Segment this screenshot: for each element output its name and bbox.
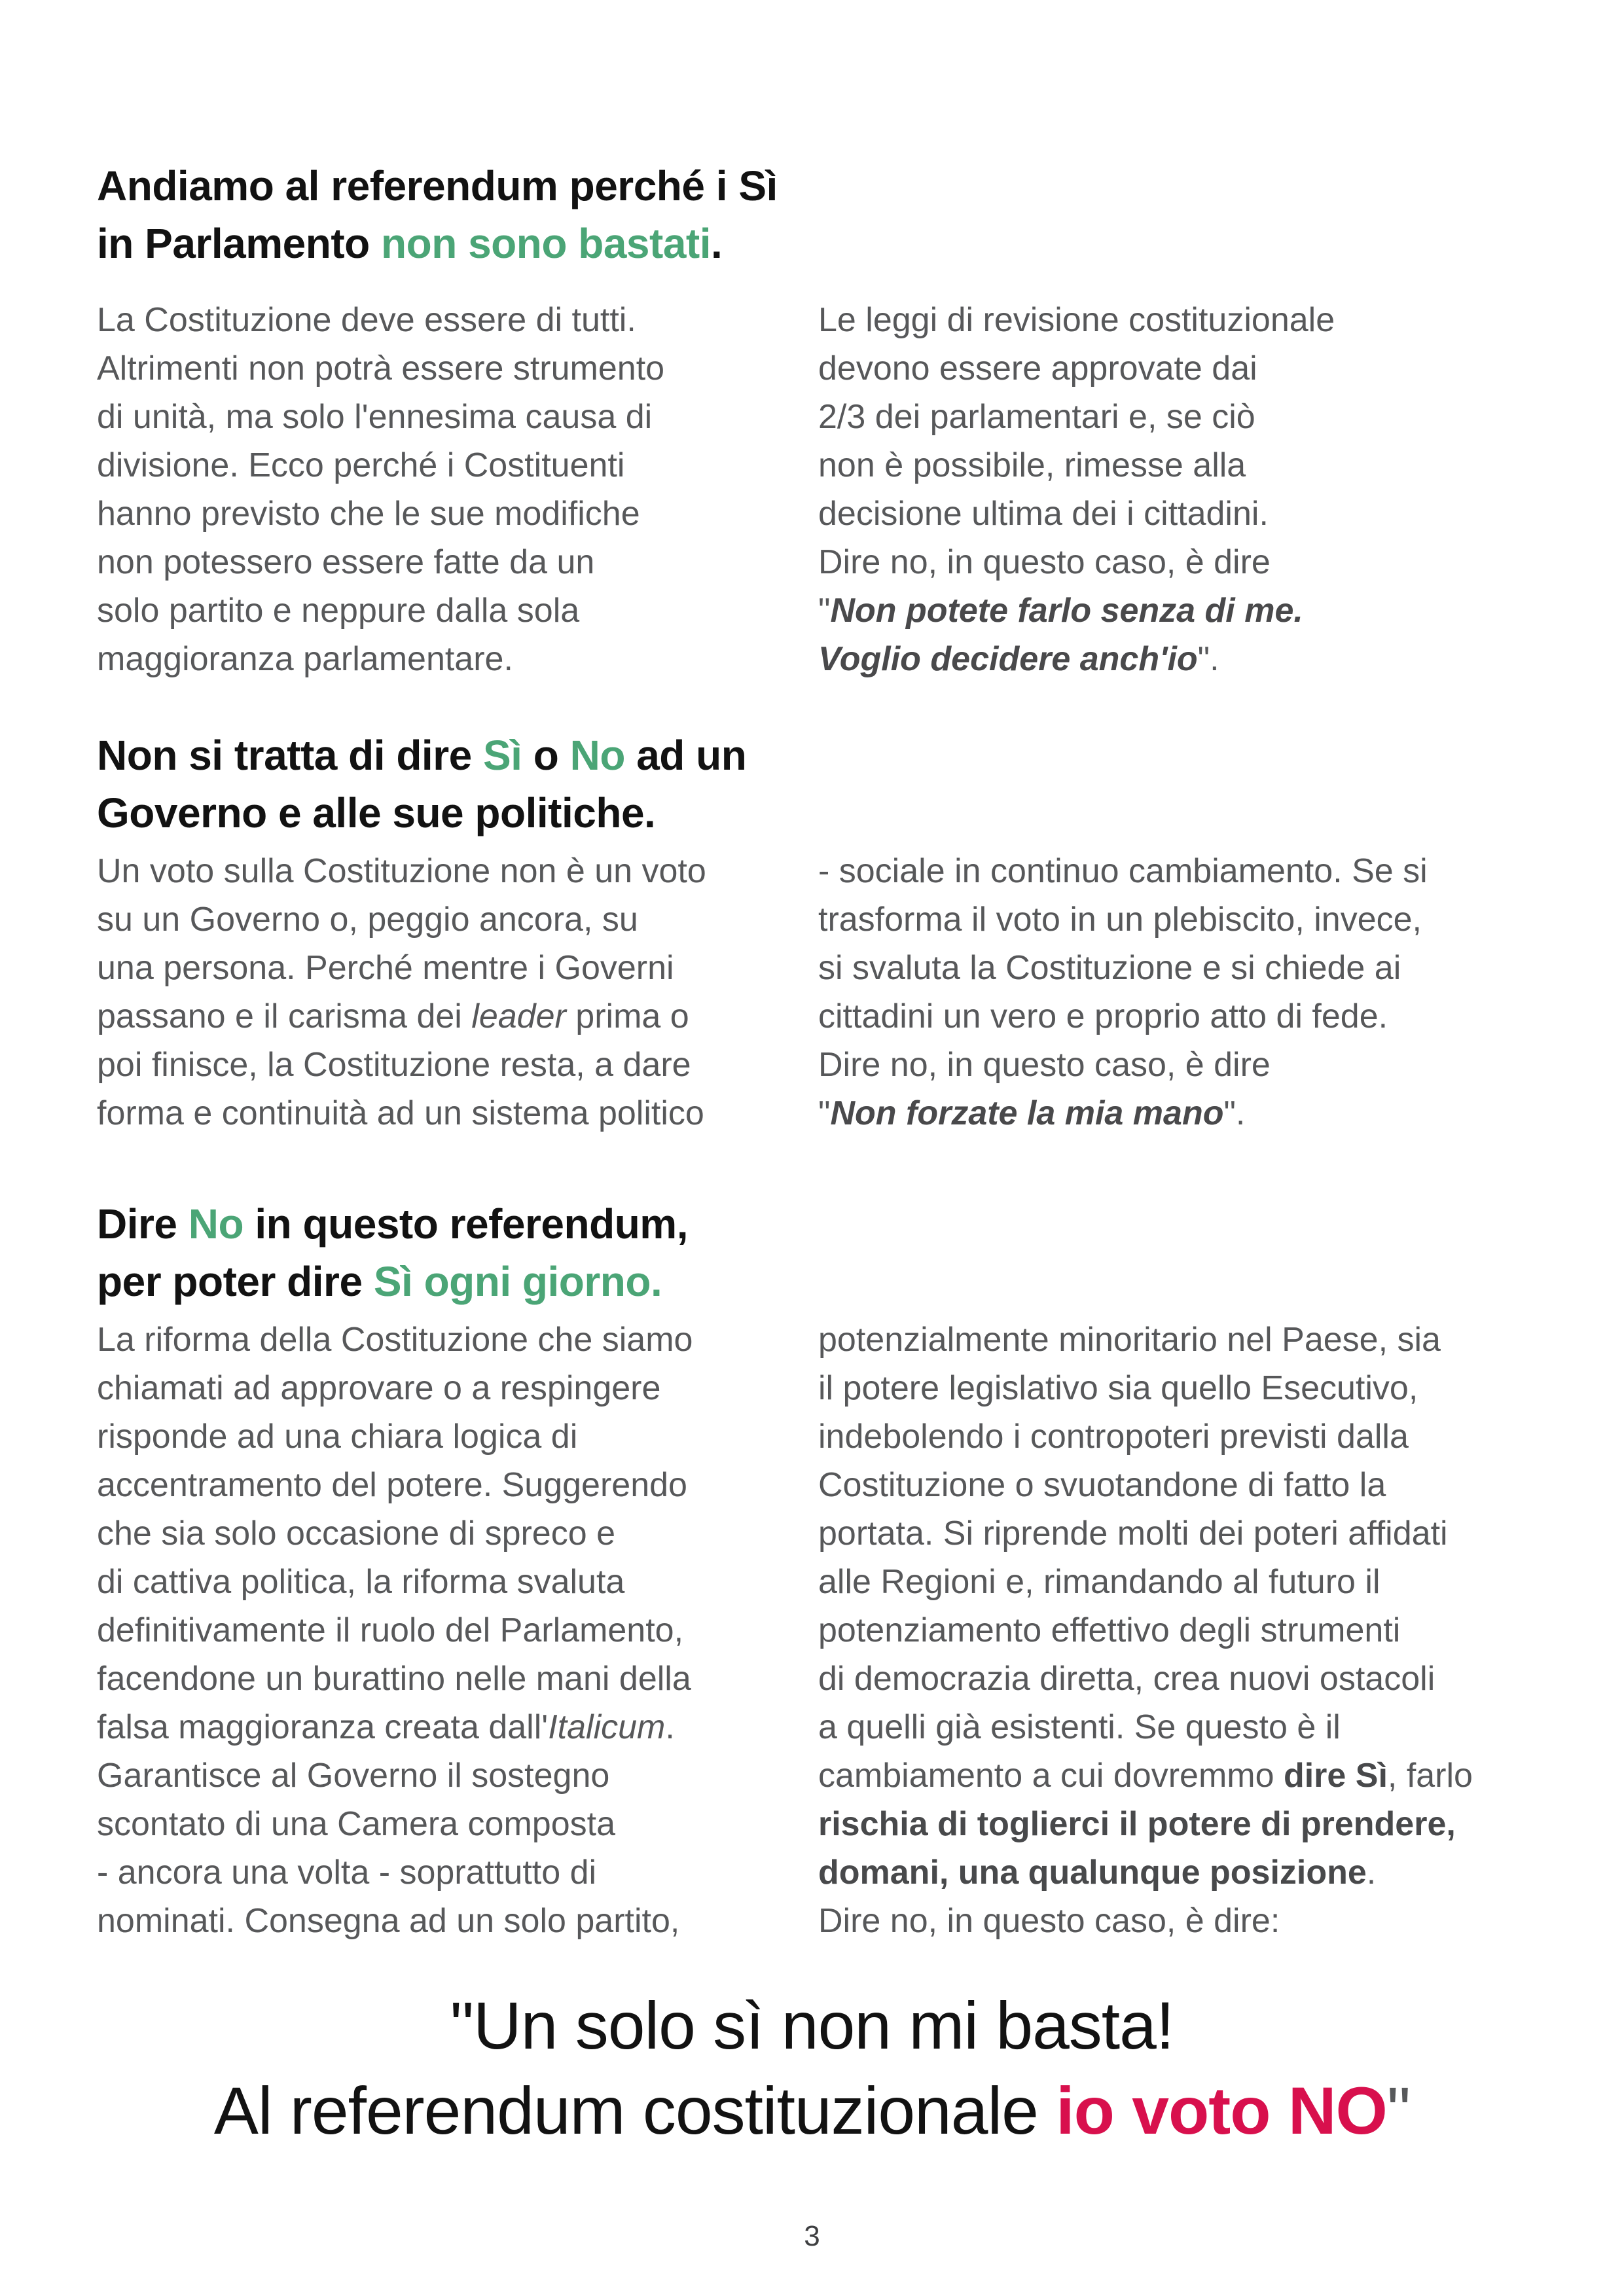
text-segment: Sì ogni giorno. <box>373 1258 662 1305</box>
text-line <box>97 1461 791 1509</box>
text-segment: facendone un burattino nelle mani della <box>97 1660 691 1698</box>
text-line <box>818 635 1591 683</box>
text-segment: leader <box>471 997 566 1035</box>
text-line <box>97 944 791 992</box>
text-segment: indebolendo i contropoteri previsti dalla <box>818 1418 1409 1456</box>
text-line <box>97 1800 791 1848</box>
text-line <box>818 393 1591 441</box>
text-segment: Non forzate la mia mano <box>830 1094 1224 1132</box>
text-line <box>818 1606 1591 1655</box>
text-line <box>818 1089 1591 1138</box>
text-segment: Sì <box>482 732 522 779</box>
text-line <box>97 344 791 393</box>
text-line <box>97 393 791 441</box>
text-line <box>97 1751 791 1800</box>
text-segment: falsa maggioranza creata dall' <box>97 1708 549 1746</box>
text-line <box>97 157 778 215</box>
text-segment: cambiamento a cui dovremmo <box>818 1757 1284 1795</box>
text-segment: poi finisce, la Costituzione resta, a dare <box>97 1046 691 1084</box>
text-segment: " <box>818 592 831 630</box>
text-segment: in Parlamento <box>97 220 381 267</box>
text-line <box>97 1606 791 1655</box>
text-segment: Non si tratta di dire <box>97 732 483 779</box>
text-segment: non è possibile, rimesse alla <box>818 446 1246 484</box>
text-segment: il potere legislativo sia quello Esecutivo, <box>818 1369 1418 1407</box>
section-1-right-column <box>818 296 1591 683</box>
text-segment: maggioranza parlamentare. <box>97 640 513 678</box>
text-segment: No <box>569 732 625 779</box>
text-segment: alle Regioni e, rimandando al futuro il <box>818 1563 1380 1601</box>
text-line <box>818 847 1591 895</box>
text-segment: " <box>818 1094 831 1132</box>
text-segment: potenzialmente minoritario nel Paese, sia <box>818 1321 1441 1359</box>
text-line <box>97 490 791 538</box>
text-segment: dire Sì <box>1283 1757 1388 1795</box>
text-line <box>818 895 1591 944</box>
text-segment: risponde ad una chiara logica di <box>97 1418 578 1456</box>
text-line <box>818 1461 1591 1509</box>
text-segment: - sociale in continuo cambiamento. Se si <box>818 852 1428 890</box>
text-segment: decisione ultima dei i cittadini. <box>818 495 1269 533</box>
text-line <box>97 296 791 344</box>
text-line <box>97 586 791 635</box>
text-line <box>0 2068 1624 2153</box>
text-line <box>97 1253 688 1310</box>
text-line <box>97 1089 791 1138</box>
text-line <box>818 1751 1591 1800</box>
text-line <box>97 726 746 784</box>
text-line <box>0 1983 1624 2068</box>
text-segment: hanno previsto che le sue modifiche <box>97 495 640 533</box>
text-line <box>97 895 791 944</box>
text-segment: Al referendum costituzionale <box>213 2073 1056 2148</box>
text-segment: su un Governo o, peggio ancora, su <box>97 901 638 939</box>
text-segment: non sono bastati <box>381 220 711 267</box>
text-line <box>97 1316 791 1364</box>
text-segment: Dire no, in questo caso, è dire <box>818 543 1271 581</box>
text-line <box>818 1509 1591 1558</box>
text-segment: - ancora una volta - soprattutto di <box>97 1854 597 1892</box>
text-segment: prima o <box>566 997 689 1035</box>
text-segment: a quelli già esistenti. Se questo è il <box>818 1708 1341 1746</box>
text-line <box>818 1316 1591 1364</box>
text-line <box>97 1897 791 1945</box>
text-segment: una persona. Perché mentre i Governi <box>97 949 674 987</box>
text-segment: Un voto sulla Costituzione non è un voto <box>97 852 706 890</box>
section-2-left-column <box>97 847 791 1138</box>
text-line <box>97 1509 791 1558</box>
text-segment: Governo e alle sue politiche. <box>97 789 656 836</box>
text-segment: per poter dire <box>97 1258 374 1305</box>
text-segment: No <box>188 1200 244 1247</box>
text-line <box>818 1558 1591 1606</box>
section-1-heading <box>97 157 778 272</box>
text-line <box>97 992 791 1041</box>
closing-quote <box>0 1983 1624 2153</box>
text-segment: Garantisce al Governo il sostegno <box>97 1757 610 1795</box>
text-segment: divisione. Ecco perché i Costituenti <box>97 446 625 484</box>
text-segment: scontato di una Camera composta <box>97 1805 615 1843</box>
text-segment: solo partito e neppure dalla sola <box>97 592 580 630</box>
text-segment: 2/3 dei parlamentari e, se ciò <box>818 398 1255 436</box>
text-segment: Costituzione o svuotandone di fatto la <box>818 1466 1386 1504</box>
text-segment: che sia solo occasione di spreco e <box>97 1515 616 1552</box>
text-line <box>97 441 791 490</box>
text-segment: domani, una qualunque posizione <box>818 1854 1367 1892</box>
text-line <box>818 586 1591 635</box>
text-segment: trasforma il voto in un plebiscito, invece, <box>818 901 1422 939</box>
section-2-heading <box>97 726 746 842</box>
text-segment: di democrazia diretta, crea nuovi ostacoli <box>818 1660 1435 1698</box>
text-segment: di unità, ma solo l'ennesima causa di <box>97 398 653 436</box>
text-segment: Italicum <box>548 1708 666 1746</box>
text-segment: cittadini un vero e proprio atto di fede. <box>818 997 1388 1035</box>
text-line <box>818 296 1591 344</box>
text-line <box>818 1655 1591 1703</box>
text-line <box>97 635 791 683</box>
text-line <box>818 1364 1591 1412</box>
text-line <box>97 1558 791 1606</box>
text-segment: rischia di toglierci il potere di prendere, <box>818 1805 1456 1843</box>
text-segment: La riforma della Costituzione che siamo <box>97 1321 693 1359</box>
text-line <box>97 784 746 842</box>
text-segment: Dire no, in questo caso, è dire: <box>818 1902 1280 1940</box>
text-line <box>97 1412 791 1461</box>
text-segment: , farlo <box>1387 1757 1473 1795</box>
section-3-heading <box>97 1195 688 1310</box>
text-segment: . <box>711 220 723 267</box>
text-line <box>97 1848 791 1897</box>
text-segment: Dire no, in questo caso, è dire <box>818 1046 1271 1084</box>
text-line <box>818 1412 1591 1461</box>
text-segment: non potessero essere fatte da un <box>97 543 595 581</box>
text-segment: accentramento del potere. Suggerendo <box>97 1466 687 1504</box>
text-segment: passano e il carisma dei <box>97 997 472 1035</box>
text-segment: portata. Si riprende molti dei poteri affidati <box>818 1515 1448 1552</box>
text-segment: si svaluta la Costituzione e si chiede ai <box>818 949 1401 987</box>
text-line <box>818 1703 1591 1751</box>
text-segment: ". <box>1197 640 1219 678</box>
text-line <box>97 1195 688 1253</box>
text-line <box>818 1041 1591 1089</box>
page-number: 3 <box>804 2220 820 2252</box>
text-segment: io voto NO <box>1056 2073 1387 2148</box>
text-segment: Voglio decidere anch'io <box>818 640 1198 678</box>
text-segment: ad un <box>624 732 747 779</box>
section-1-left-column <box>97 296 791 683</box>
text-segment: di cattiva politica, la riforma svaluta <box>97 1563 625 1601</box>
text-segment: chiamati ad approvare o a respingere <box>97 1369 661 1407</box>
text-line <box>97 847 791 895</box>
text-line <box>818 538 1591 586</box>
section-3-left-column <box>97 1316 791 1945</box>
text-segment: forma e continuità ad un sistema politico <box>97 1094 704 1132</box>
text-segment: nominati. Consegna ad un solo partito, <box>97 1902 680 1940</box>
text-segment: "Un solo sì non mi basta! <box>450 1988 1174 2063</box>
text-line <box>818 1800 1591 1848</box>
text-segment: Dire <box>97 1200 189 1247</box>
text-segment: " <box>1386 2073 1411 2148</box>
text-line <box>97 1041 791 1089</box>
text-line <box>818 490 1591 538</box>
text-segment: potenziamento effettivo degli strumenti <box>818 1611 1401 1649</box>
section-3-right-column <box>818 1316 1591 1945</box>
text-segment: devono essere approvate dai <box>818 350 1257 387</box>
text-segment: ". <box>1223 1094 1246 1132</box>
text-line <box>818 441 1591 490</box>
text-line <box>818 1848 1591 1897</box>
text-segment: La Costituzione deve essere di tutti. <box>97 301 636 339</box>
text-line <box>97 1364 791 1412</box>
text-segment: definitivamente il ruolo del Parlamento, <box>97 1611 684 1649</box>
text-segment: . <box>665 1708 675 1746</box>
text-line <box>97 1655 791 1703</box>
text-line <box>97 1703 791 1751</box>
section-2-right-column <box>818 847 1591 1138</box>
text-line <box>818 992 1591 1041</box>
text-line <box>818 344 1591 393</box>
text-segment: Andiamo al referendum perché i Sì <box>97 162 778 209</box>
text-line <box>818 1897 1591 1945</box>
text-line <box>97 215 778 272</box>
text-segment: . <box>1366 1854 1377 1892</box>
text-segment: in questo referendum, <box>244 1200 688 1247</box>
text-segment: o <box>522 732 570 779</box>
text-line <box>97 538 791 586</box>
text-segment: Non potete farlo senza di me. <box>830 592 1303 630</box>
text-segment: Le leggi di revisione costituzionale <box>818 301 1335 339</box>
text-segment: Altrimenti non potrà essere strumento <box>97 350 665 387</box>
text-line <box>818 944 1591 992</box>
